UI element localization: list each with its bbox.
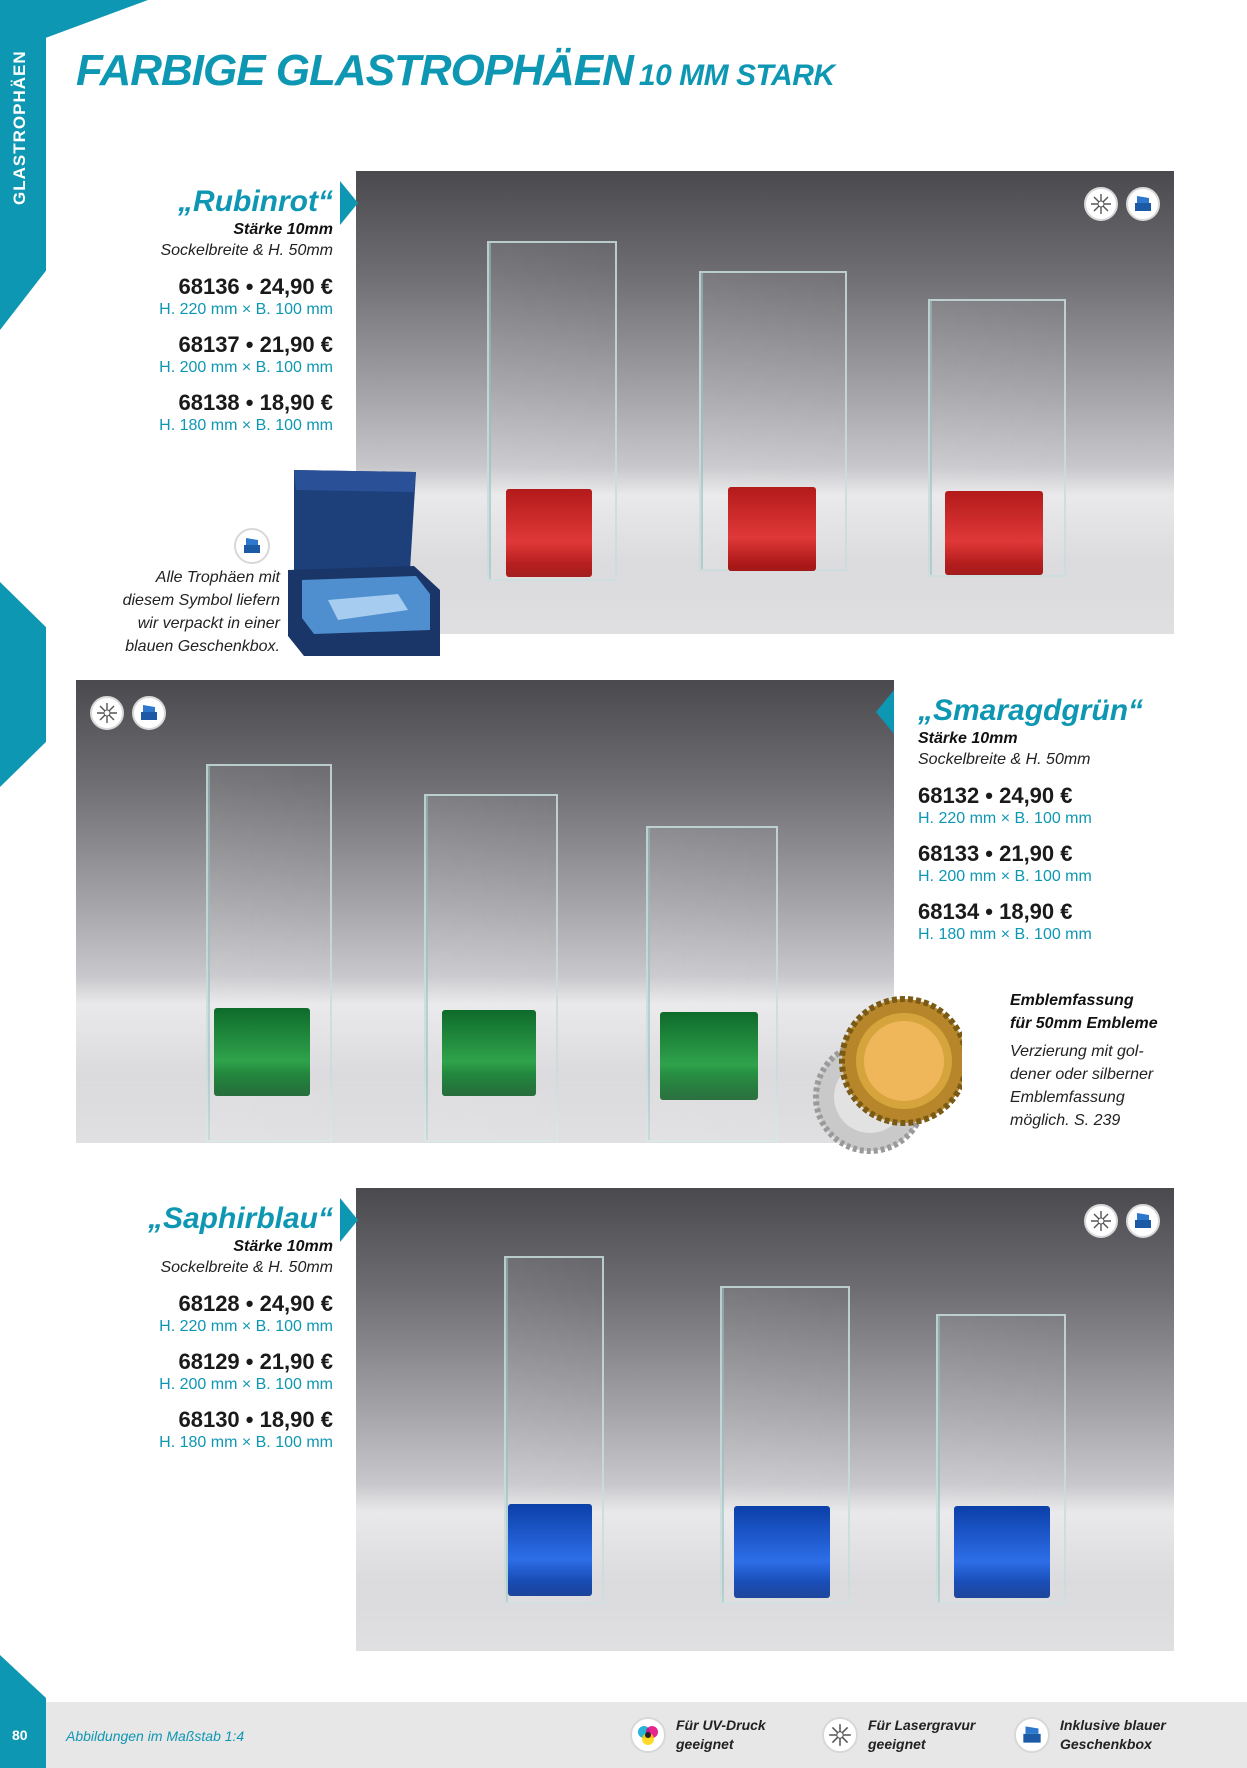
product-variant [918,899,1178,945]
variant-size: H. 200 mm × B. 100 mm [918,868,1092,885]
variant-size: H. 180 mm × B. 100 mm [159,417,333,434]
variant-size: H. 220 mm × B. 100 mm [159,301,333,318]
page-title-sub: 10 MM STARK [638,59,835,92]
laser-engraving-icon [822,1717,858,1753]
variant-size: H. 220 mm × B. 100 mm [159,1318,333,1335]
product-variant [918,783,1178,829]
gift-box-icon [132,696,166,730]
product-variant [73,1291,333,1337]
legend-item-laser-engraving: Für Lasergravur geeignet [822,1716,975,1754]
product-variant [93,390,333,436]
side-strip-bottom [0,1655,46,1768]
variant-price: 68138 • 18,90 € [178,390,333,415]
feature-icons [90,696,166,730]
product-photo-smaragdgruen [76,680,894,1143]
variant-size: H. 180 mm × B. 100 mm [918,926,1092,943]
scale-note: Abbildungen im Maßstab 1:4 [66,1728,245,1744]
variant-size: H. 200 mm × B. 100 mm [159,359,333,376]
laser-engraving-icon [1084,1204,1118,1238]
product-photo-saphirblau [356,1188,1174,1651]
product-variant [93,274,333,320]
laser-engraving-icon [1084,187,1118,221]
gift-box-icon [1014,1717,1050,1753]
product-info-smaragdgruen [918,693,1178,945]
corner-accent [40,0,148,40]
variant-size: H. 220 mm × B. 100 mm [918,810,1092,827]
laser-engraving-icon [90,696,124,730]
product-strength: Stärke 10mm [918,730,1018,747]
variant-size: H. 200 mm × B. 100 mm [159,1376,333,1393]
product-name: „Rubinrot“ [178,185,333,218]
product-strength: Stärke 10mm [233,221,333,238]
variant-price: 68130 • 18,90 € [178,1407,333,1432]
page-title-main: FARBIGE GLASTROPHÄEN [76,46,633,95]
legend-item-gift-box: Inklusive blauer Geschenkbox [1014,1716,1166,1754]
page-title [76,46,835,96]
variant-price: 68132 • 24,90 € [918,783,1073,808]
gift-box-icon [1126,1204,1160,1238]
gift-box-icon [1126,187,1160,221]
product-base: Sockelbreite & H. 50mm [160,242,333,259]
product-variant [73,1349,333,1395]
page-number: 80 [12,1727,28,1743]
product-base: Sockelbreite & H. 50mm [918,751,1091,768]
product-base: Sockelbreite & H. 50mm [160,1259,333,1276]
product-variant [73,1407,333,1453]
product-variant [918,841,1178,887]
blue-gift-box-photo [288,470,440,656]
product-name: „Smaragdgrün“ [918,694,1144,727]
emblem-title: Emblemfassung für 50mm Embleme [1010,992,1158,1032]
product-info-rubinrot [93,184,333,436]
variant-size: H. 180 mm × B. 100 mm [159,1434,333,1451]
uv-print-icon [630,1717,666,1753]
gift-box-icon [234,528,270,564]
variant-price: 68129 • 21,90 € [178,1349,333,1374]
pointer-arrow [340,181,358,225]
gift-box-note: Alle Trophäen mit diesem Symbol liefern wir verpackt in einer blauen Geschenkbox. [122,569,280,655]
product-info-saphirblau [73,1201,333,1453]
red-base-block [728,487,816,571]
pointer-arrow [340,1198,358,1242]
variant-price: 68133 • 21,90 € [918,841,1073,866]
emblem-frames-photo [812,993,962,1165]
pointer-arrow [876,690,894,734]
emblem-description: Verzierung mit gol- dener oder silberner Emblemfassung möglich. S. 239 [1010,1043,1154,1129]
product-photo-rubinrot [356,171,1174,634]
product-strength: Stärke 10mm [233,1238,333,1255]
variant-price: 68134 • 18,90 € [918,899,1073,924]
legend-item-uv-print: Für UV-Druck geeignet [630,1716,766,1754]
sidebar-category-label: GLASTROPHÄEN [10,50,29,205]
feature-icons [1084,1204,1160,1238]
product-variant [93,332,333,378]
variant-price: 68128 • 24,90 € [178,1291,333,1316]
variant-price: 68137 • 21,90 € [178,332,333,357]
product-name: „Saphirblau“ [147,1202,333,1235]
side-strip-middle [0,582,46,787]
feature-icons [1084,187,1160,221]
variant-price: 68136 • 24,90 € [178,274,333,299]
red-base-block [945,491,1043,575]
